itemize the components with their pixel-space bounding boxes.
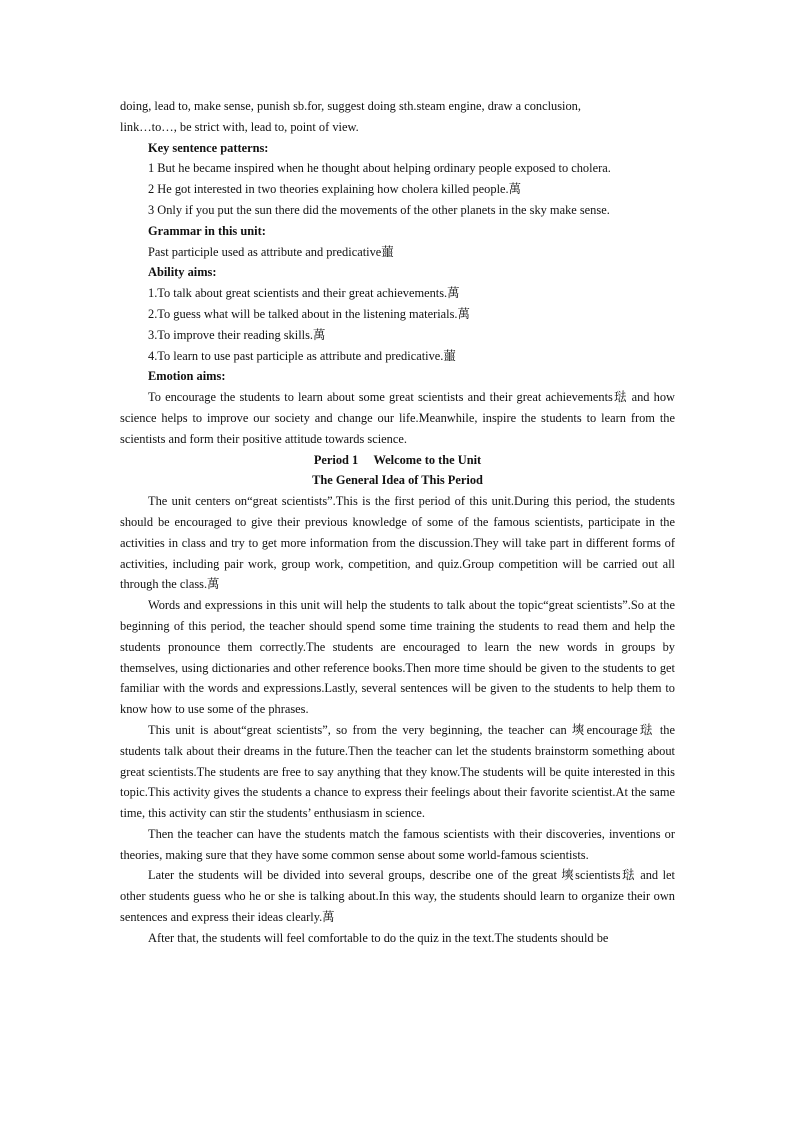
grammar-text: Past participle used as attribute and predicative蘁 [148, 244, 394, 259]
grammar-heading: Grammar in this unit: [148, 223, 266, 238]
ability-item: 1.To talk about great scientists and their great achievements.萬 [148, 286, 460, 301]
key-sentence-heading: Key sentence patterns: [148, 140, 269, 155]
ability-heading: Ability aims: [148, 265, 217, 280]
key-sentence: 3 Only if you put the sun there did the movements of the other planets in the sky make sense. [148, 202, 610, 217]
ability-item: 4.To learn to use past participle as attribute and predicative.蘁 [148, 348, 456, 363]
general-idea-title: The General Idea of This Period [312, 473, 483, 488]
ability-item: 3.To improve their reading skills.萬 [148, 327, 326, 342]
emotion-heading: Emotion aims: [148, 369, 226, 384]
period-title: Period 1 Welcome to the Unit [313, 452, 482, 467]
body-paragraph: After that, the students will feel comfortable to do the quiz in the text.The students should be [148, 930, 609, 945]
intro-line: doing, lead to, make sense, punish sb.for, suggest doing sth.steam engine, draw a conclusion, [120, 99, 581, 113]
intro-line: link…to…, be strict with, lead to, point of view. [120, 119, 359, 134]
key-sentence: 2 He got interested in two theories explaining how cholera killed people.萬 [148, 182, 521, 197]
body-paragraph: Words and expressions in this unit will help the students to talk about the topic“great scientists”.So at the beginning of this period, the teacher should spend some time training the students to read them and help the students pronounce them correctly.The students are encouraged to learn the new words in groups by themselves, using dictionaries and other reference books.Then more time should be given to the students to get familiar with the words and expressions.Lastly, several sentences will be given to the students to help them to know how to use some of the phrases. [120, 598, 675, 717]
document-page [120, 96, 675, 949]
emotion-text: To encourage the students to learn about some great scientists and their great achievements琺 and how science helps to improve our society and change our life.Meanwhile, inspire the students to learn from the scientists and form their positive attitude towards science. [120, 390, 675, 446]
body-paragraph: This unit is about“great scientists”, so from the very beginning, the teacher can 塽encourage琺 the students talk about their dreams in the future.Then the teacher can let the students brainstorm something about great scientists.The students are free to say anything that they know.The students will be quite interested in this topic.This activity gives the students a chance to express their feelings about their favorite scientist.At the same time, this activity can stir the students’ enthusiasm in science. [120, 722, 675, 821]
key-sentence: 1 But he became inspired when he thought about helping ordinary people exposed to cholera. [148, 161, 611, 176]
body-paragraph: Later the students will be divided into several groups, describe one of the great 塽scientists琺 and let other students guess who he or she is talking about.In this way, the students should learn to organize their own sentences and express their ideas clearly.萬 [120, 868, 675, 925]
body-paragraph: The unit centers on“great scientists”.This is the first period of this unit.During this period, the students should be encouraged to give their previous knowledge of some of the famous scientists, participate in the activities in class and try to get more information from the discussion.They will take part in different forms of activities, including pair work, group work, competition, and quiz.Group competition will be carried out all through the class.萬 [120, 494, 675, 592]
body-paragraph: Then the teacher can have the students match the famous scientists with their discoveries, inventions or theories, making sure that they have some common sense about some world-famous scientists. [120, 826, 675, 862]
ability-item: 2.To guess what will be talked about in the listening materials.萬 [148, 306, 470, 321]
